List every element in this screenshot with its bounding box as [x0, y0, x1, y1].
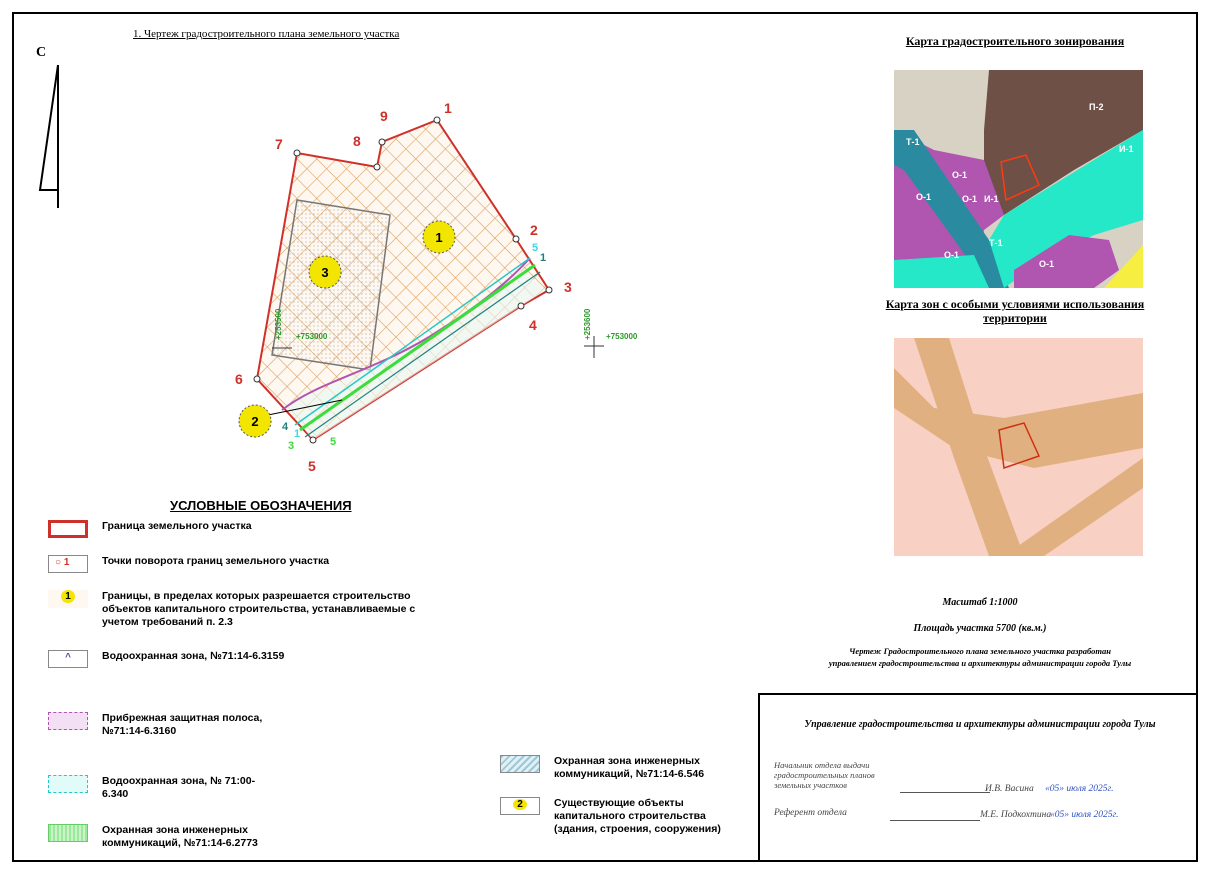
zoning-map	[894, 70, 1143, 288]
legend-construction-zone-label: Границы, в пределах которых разрешается строительство объектов капитального строительства, устанавливаемые с учетом требований п. 2.3	[102, 590, 416, 628]
signer2-name: М.Е. Подкохтина	[980, 810, 1052, 820]
svg-text:4: 4	[282, 421, 289, 433]
svg-text:О-1: О-1	[1039, 259, 1055, 269]
svg-text:О-1: О-1	[952, 170, 968, 180]
point-label-6: 6	[235, 371, 243, 387]
svg-text:О-1: О-1	[944, 250, 960, 260]
signer1-date: «05» июля 2025г.	[1045, 784, 1114, 794]
special-zones-map	[894, 338, 1143, 556]
stamp-org: Управление градостроительства и архитектуры администрации города Тулы	[804, 719, 1156, 730]
drawing-title: 1. Чертеж градостроительного плана земельного участка	[133, 28, 400, 40]
point-label-5: 5	[308, 458, 316, 474]
signer1-signature-line	[900, 792, 990, 793]
signer2-role: Референт отдела	[774, 808, 847, 818]
point-label-8: 8	[353, 133, 361, 149]
point-label-1: 1	[444, 100, 452, 116]
point-label-9: 9	[380, 108, 388, 124]
area-text: Площадь участка 5700 (кв.м.)	[913, 623, 1047, 634]
signer2-signature-line	[890, 820, 980, 821]
svg-text:3: 3	[288, 440, 295, 452]
legend-coastal-strip-label: Прибрежная защитная полоса, №71:14-6.3160	[102, 712, 263, 737]
svg-text:П-2: П-2	[1089, 102, 1104, 112]
legend-existing-building-label: Существующие объекты капитального строительства (здания, строения, сооружения)	[554, 797, 721, 835]
zone-circle-2: 2	[251, 414, 259, 429]
existing-building-swatch: 2	[500, 797, 540, 815]
point-label-7: 7	[275, 136, 283, 152]
signer2-date: «05» июля 2025г.	[1050, 810, 1119, 820]
north-label: С	[36, 45, 47, 60]
point-label-4: 4	[529, 317, 537, 333]
coord-left-x: +253500	[274, 308, 283, 340]
svg-text:О-1: О-1	[962, 194, 978, 204]
svg-text:1: 1	[540, 252, 547, 264]
water-protection-2-swatch	[48, 775, 88, 793]
legend-turning-points-label: Точки поворота границ земельного участка	[102, 555, 330, 567]
signer1-name: И.В. Васина	[985, 784, 1034, 794]
developed-by-line-2: управлением градостроительства и архитектуры администрации города Тулы	[828, 658, 1132, 668]
coord-right-x: +253600	[583, 308, 592, 340]
svg-text:Т-1: Т-1	[906, 137, 920, 147]
scale-text: Масштаб 1:1000	[942, 597, 1018, 608]
special-zones-map-title: Карта зон с особыми условиями использования территории	[885, 297, 1145, 325]
legend-water-protection-label: Водоохранная зона, №71:14-6.3159	[102, 650, 285, 662]
svg-text:О-1: О-1	[916, 192, 932, 202]
svg-text:1: 1	[294, 428, 301, 440]
coastal-strip-swatch	[48, 712, 88, 730]
legend-engineering-zone-label: Охранная зона инженерных коммуникаций, №71:14-6.2773	[102, 824, 258, 849]
water-protection-swatch: ^	[48, 650, 88, 668]
zoning-map-title: Карта градостроительного зонирования	[905, 34, 1125, 48]
coord-right-y: +753000	[606, 332, 638, 341]
construction-zone-swatch: 1	[48, 590, 88, 608]
legend-water-protection-2-label: Водоохранная зона, № 71:00-6.340	[102, 775, 256, 800]
point-label-2: 2	[530, 222, 538, 238]
svg-text:И-1: И-1	[1119, 144, 1134, 154]
legend-engineering-zone-2-label: Охранная зона инженерных коммуникаций, №71:14-6.546	[554, 755, 705, 780]
svg-text:5: 5	[330, 436, 337, 448]
svg-text:Т-1: Т-1	[989, 238, 1003, 248]
engineering-zone-swatch	[48, 824, 88, 842]
engineering-zone-2-swatch	[500, 755, 540, 773]
svg-text:И-1: И-1	[984, 194, 999, 204]
site-plan	[0, 0, 700, 480]
zone-circle-1: 1	[435, 230, 443, 245]
point-label-3: 3	[564, 279, 572, 295]
legend-title: УСЛОВНЫЕ ОБОЗНАЧЕНИЯ	[170, 498, 352, 513]
turning-point-swatch: ○ 1	[48, 555, 88, 573]
zone-circle-3: 3	[321, 265, 329, 280]
boundary-swatch	[48, 520, 88, 538]
signer1-role: Начальник отдела выдачи градостроительных планов земельных участков	[774, 760, 875, 790]
svg-text:5: 5	[532, 242, 539, 254]
developed-by-line-1: Чертеж Градостроительного плана земельного участка разработан	[849, 646, 1111, 656]
legend-boundary-label: Граница земельного участка	[102, 520, 252, 532]
coord-left-y: +753000	[296, 332, 328, 341]
